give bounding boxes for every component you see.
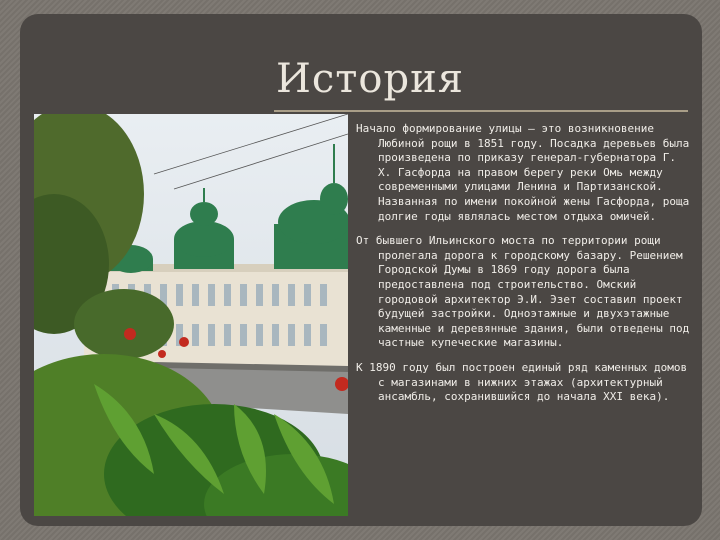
paragraph-3: К 1890 году был построен единый ряд каменных домов с магазинами в нижних этажах (архитектурный ансамбль, сохранившийся до начала XXI века). xyxy=(356,360,688,404)
slide-title: История xyxy=(276,56,464,102)
paragraph-1: Начало формирование улицы – это возникновение Любиной рощи в 1851 году. Посадка деревьев была произведена по приказу генерал-губернатора Г. Х. Гасфорда на правом берегу реки Омь между современными улицами Ленина и Партизанской. Названная по имени покойной жены Гасфорда, роща долгие годы являлась местом отдыха омичей. xyxy=(356,122,690,223)
text-content xyxy=(356,122,692,415)
street-photo-illustration xyxy=(34,114,348,516)
title-underline xyxy=(274,110,688,112)
paragraph-2: От бывшего Ильинского моста по территории рощи пролегала дорога к городскому базару. Решением Городской Думы в 1869 году дорога была предоставлена под строительство. Омский городовой архитектор Э.И. Эзет составил проект будущей застройки. Одноэтажные и двухэтажные каменные и деревянные здания, были отведены под частные купеческие магазины. xyxy=(356,234,690,350)
street-photo xyxy=(34,114,348,516)
